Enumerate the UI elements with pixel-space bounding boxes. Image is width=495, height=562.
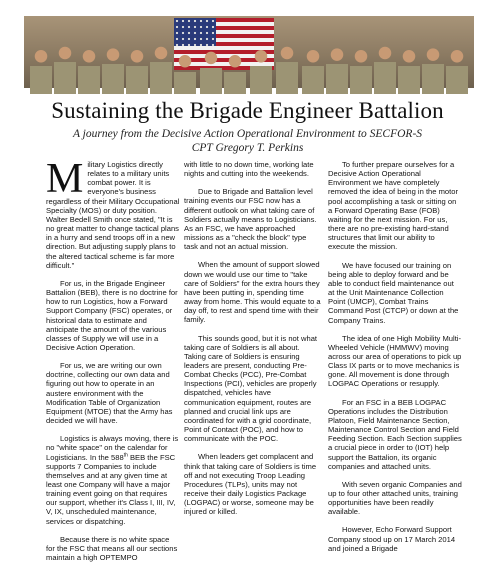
paragraph: For us, we are writing our own doctrine, collecting our own data and figuring out how to operate in an austere environment with the Modification Table of Organization Equipment (MTOE) that the Army has decided we will have.	[46, 361, 173, 426]
article-title: Sustaining the Brigade Engineer Battalion	[51, 98, 444, 123]
paragraph: This sounds good, but it is not what taking care of Soldiers is all about. Taking care of Soldiers is ensuring leaders are present, conducting Pre-Combat Checks (PCC), Pre-Combat Inspections (PCI), vehicles are properly dispatched, vehicles have communication equipment, routes are planned and crucial link ups are coordinated for with a grid coordinate, Point of Contact (POC), and how to communicate with the POC.	[184, 333, 318, 444]
soldier-figure	[398, 48, 420, 94]
paragraph: When leaders get complacent and think that taking care of Soldiers is time off and not executing Troop Leading Procedures (TLPs), units may not receive their daily Logistics Package (LOGPAC) or worse, someone may be injured or killed.	[184, 452, 317, 517]
soldier-figure	[250, 48, 272, 94]
paragraph: Due to Brigade and Battalion level training events our FSC now has a different outlook on what taking care of Soldiers actually means to Logisticians. As an FSC, we have approached missions as a "check the block" type task and not an actual mission.	[184, 187, 317, 252]
paragraph: The idea of one High Mobility Multi-Wheeled Vehicle (HMMWV) moving across our area of operations to pick up Class IX parts or to move mechanics is gone. All movement is done through LOGPAC Operations or resupply.	[328, 333, 462, 389]
soldier-figure	[54, 44, 76, 94]
drop-cap: M	[46, 156, 84, 202]
paragraph: To further prepare ourselves for a Decisive Action Operational Environment we have completely removed the idea of being in the motor pool accomplishing a task or sitting on a Forward Operating Base (FOB) waiting for the next mission. For us, there are no pre-existing hard-stand structures that limit our ability to execute the mission.	[328, 160, 459, 252]
paragraph: Military Logistics directly relates to a military units combat power. It is everyone's business regardless of their Military Occupational Specialty (MOS) or duty position. Walter Bedell Smith once stated, "It is no great matter to change tactical plans in a hurry and send troops off in a new direction. But adjusting supply plans to the altered tactical scheme is far more difficult."	[46, 156, 180, 270]
paragraph: Logistics is always moving, there is no "white space" on the calendar for Logisticians. In the 588th BEB the FSC supports 7 Companies to include themselves and at any given time at least one Company will have a major training event going on that requires our support, whether it's Class I, III, IV, V, IX, unscheduled maintenance, services or dispatching.	[46, 434, 179, 526]
soldier-figure	[422, 46, 444, 94]
soldier-figure	[200, 50, 222, 94]
soldier-figure	[350, 48, 372, 94]
soldier-figure	[326, 46, 348, 94]
soldier-figure	[276, 44, 298, 94]
paragraph: We have focused our training on being able to deploy forward and be able to conduct field maintenance out at the Unit Maintenance Collection Point (UMCP), Combat Trains Command Post (CTCP) or down at the Company Trains.	[328, 260, 459, 325]
soldier-figure	[374, 44, 396, 94]
soldier-figure	[446, 48, 468, 94]
article-byline: CPT Gregory T. Perkins	[191, 142, 304, 154]
paragraph: For an FSC in a BEB LOGPAC Operations includes the Distribution Platoon, Field Maintenance Section, Maintenance Control Section and Field Feeding Section. Each Section supplies a crucial piece in order to (IOT) help support the Battalion, its organic companies and attached units.	[328, 397, 462, 471]
article-subtitle: A journey from the Decisive Action Operational Environment to SECFOR-S	[72, 128, 423, 140]
paragraph: Because there is no white space for the FSC that means all our sections maintain a high OPTEMPO	[46, 534, 178, 562]
paragraph: with little to no down time, working late nights and cutting into the weekends.	[184, 160, 314, 179]
soldier-figure	[302, 48, 324, 94]
paragraph: However, Echo Forward Support Company stood up on 17 March 2014 and joined a Brigade	[328, 525, 456, 553]
soldier-figure	[126, 48, 148, 94]
soldier-figure	[224, 54, 246, 94]
soldier-figure	[102, 46, 124, 94]
soldier-figure	[30, 48, 52, 94]
text-column-2	[184, 160, 321, 517]
soldier-figure	[78, 48, 100, 94]
soldiers-group-photo	[24, 16, 474, 88]
paragraph: When the amount of support slowed down we would use our time to "take care of Soldiers" for the extra hours they have been putting in, spending time away from home. This would equate to a day off, to rest and spend time with their family.	[184, 260, 321, 325]
soldier-figure	[174, 54, 196, 94]
text-column-3	[328, 160, 462, 553]
paragraph: With seven organic Companies and up to four other attached units, training opportunities have been readily available.	[328, 479, 462, 517]
flag-canton	[174, 18, 216, 46]
text-column-1	[46, 156, 180, 562]
paragraph: For us, in the Brigade Engineer Battalion (BEB), there is no doctrine for how to run Logistics, how a Forward Support Company (FSC) operates, or historical data to estimate and anticipate the amount of the various classes of Supply we will use in a Decisive Action Operation.	[46, 278, 178, 352]
soldier-figure	[150, 44, 172, 94]
